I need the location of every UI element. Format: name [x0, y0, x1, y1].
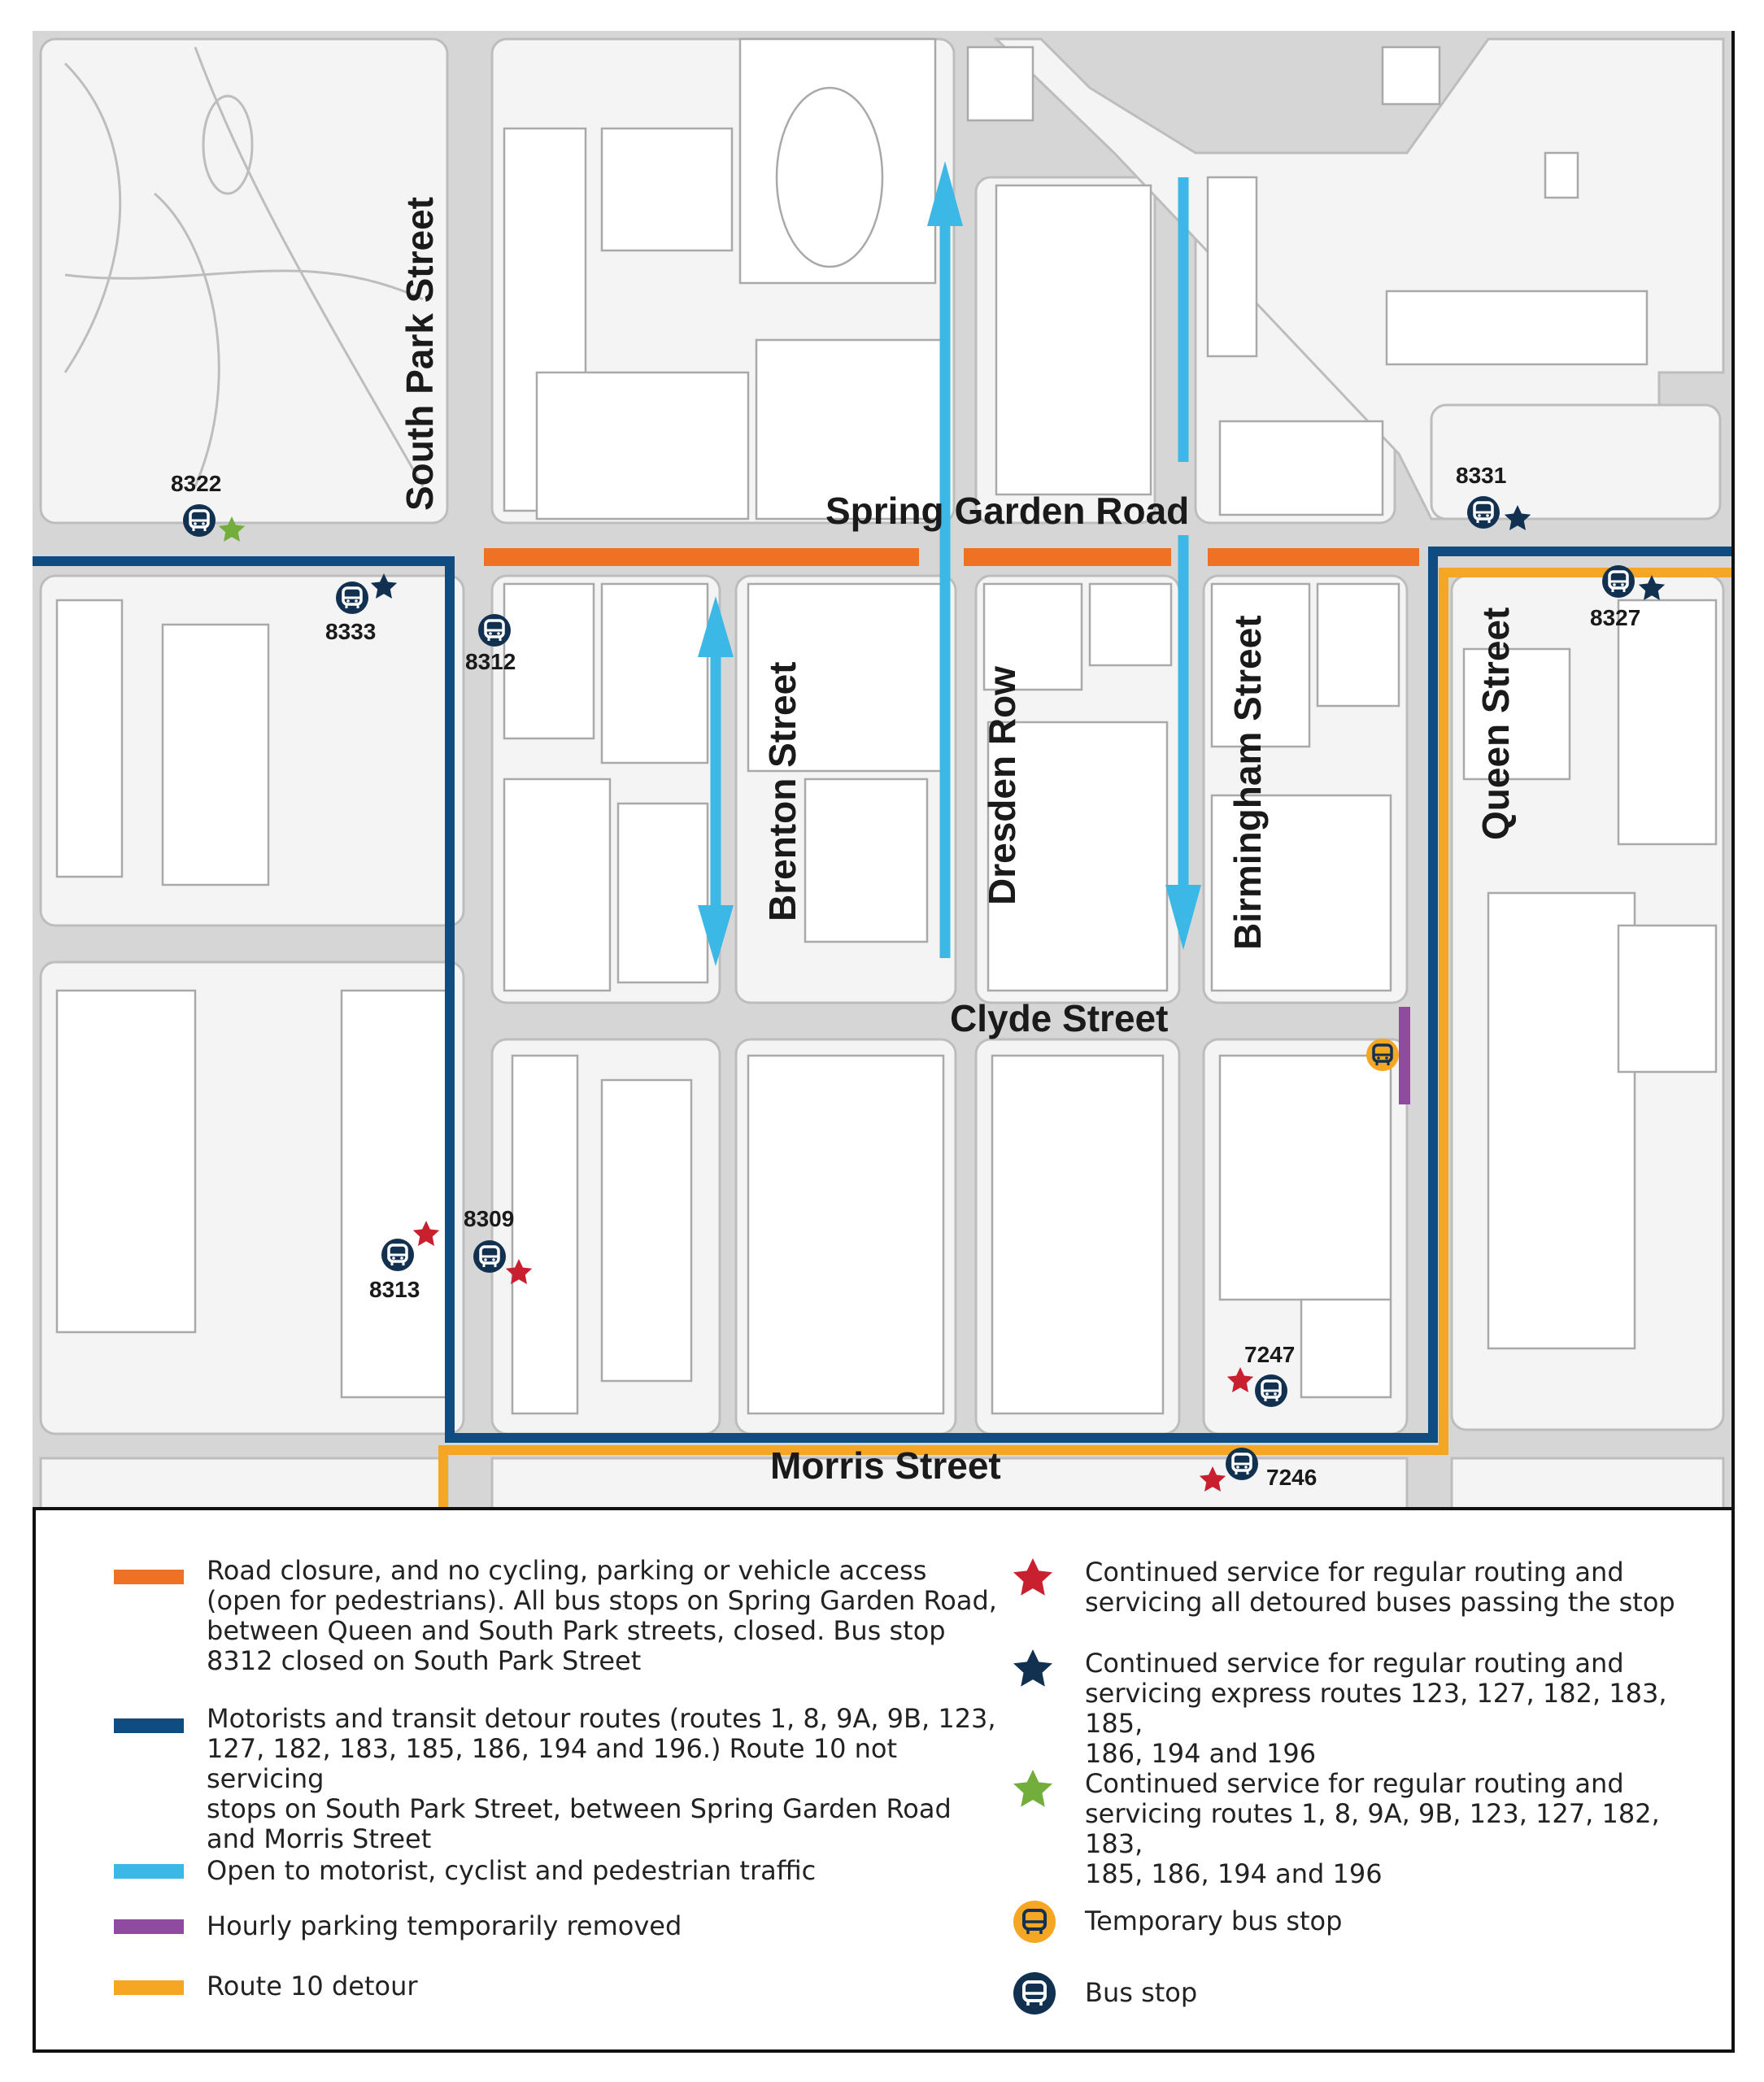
street-label-birmingham: Birmingham Street — [1226, 615, 1269, 950]
stop-number: 7247 — [1244, 1342, 1296, 1367]
open-traffic-swatch — [114, 1864, 184, 1879]
street-label-spring-garden: Spring Garden Road — [825, 490, 1190, 532]
legend-red-star: Continued service for regular routing and servicing all detoured buses passing the stop — [1085, 1557, 1675, 1618]
stop-number: 8322 — [171, 471, 222, 496]
bus-stop-icon[interactable] — [473, 1240, 506, 1273]
bus-stop-icon[interactable] — [183, 504, 216, 537]
bus-stop-icon[interactable] — [1255, 1374, 1287, 1407]
stop-number: 8327 — [1590, 605, 1641, 630]
bus-stop-icon — [1012, 1971, 1057, 2016]
bus-stop-icon[interactable] — [1467, 496, 1500, 529]
road-closure-swatch — [114, 1570, 184, 1584]
legend-detour: Motorists and transit detour routes (routes 1, 8, 9A, 9B, 123, 127, 182, 183, 185, 186, 194 and 196.) Route 10 not servicing stops on South Park Street, between Spring Garden Road and Morris Street — [207, 1703, 996, 1854]
red-star-icon — [1010, 1556, 1056, 1601]
bus-stop-icon[interactable] — [381, 1239, 414, 1271]
stop-number: 8313 — [369, 1277, 420, 1302]
legend-route10: Route 10 detour — [207, 1971, 418, 2001]
street-label-morris: Morris Street — [770, 1444, 1001, 1487]
legend — [36, 1509, 1731, 2049]
legend-temp-stop: Temporary bus stop — [1085, 1906, 1343, 1936]
legend-parking-removed: Hourly parking temporarily removed — [207, 1910, 682, 1941]
parking-removed-swatch — [114, 1919, 184, 1934]
street-label-clyde: Clyde Street — [950, 997, 1169, 1039]
street-label-brenton: Brenton Street — [761, 661, 804, 921]
green-star-icon — [1010, 1767, 1056, 1813]
legend-road-closure: Road closure, and no cycling, parking or vehicle access (open for pedestrians). All bus stops on Spring Garden Road, between Queen and South Park streets, closed. Bus stop 8312 closed on South Park Street — [207, 1555, 997, 1676]
stop-number: 8309 — [464, 1206, 515, 1231]
temporary-bus-stop-icon — [1012, 1899, 1057, 1945]
legend-bus-stop: Bus stop — [1085, 1977, 1198, 2008]
stop-number: 8312 — [465, 649, 516, 674]
street-label-queen: Queen Street — [1474, 607, 1517, 840]
street-label-south-park: South Park Street — [399, 197, 441, 511]
bus-stop-icon[interactable] — [478, 614, 511, 647]
street-map — [33, 31, 1731, 1509]
stop-number: 8333 — [325, 619, 377, 644]
bus-stop-icon[interactable] — [336, 581, 368, 614]
legend-navy-star: Continued service for regular routing and servicing express routes 123, 127, 182, 183, 185, 186, 194 and 196 — [1085, 1648, 1667, 1769]
street-label-dresden: Dresden Row — [981, 666, 1023, 905]
bus-stop-icon[interactable] — [1602, 565, 1635, 598]
route10-swatch — [114, 1980, 184, 1995]
bus-stop-icon[interactable] — [1226, 1448, 1258, 1480]
legend-open-traffic: Open to motorist, cyclist and pedestrian traffic — [207, 1855, 817, 1886]
legend-green-star: Continued service for regular routing and servicing routes 1, 8, 9A, 9B, 123, 127, 182, 183, 185, 186, 194 and 196 — [1085, 1768, 1660, 1889]
stop-number: 8331 — [1456, 463, 1507, 488]
stop-number: 7246 — [1266, 1465, 1318, 1490]
navy-star-icon — [1010, 1647, 1056, 1692]
detour-swatch — [114, 1718, 184, 1733]
temporary-bus-stop-icon[interactable] — [1366, 1039, 1399, 1071]
